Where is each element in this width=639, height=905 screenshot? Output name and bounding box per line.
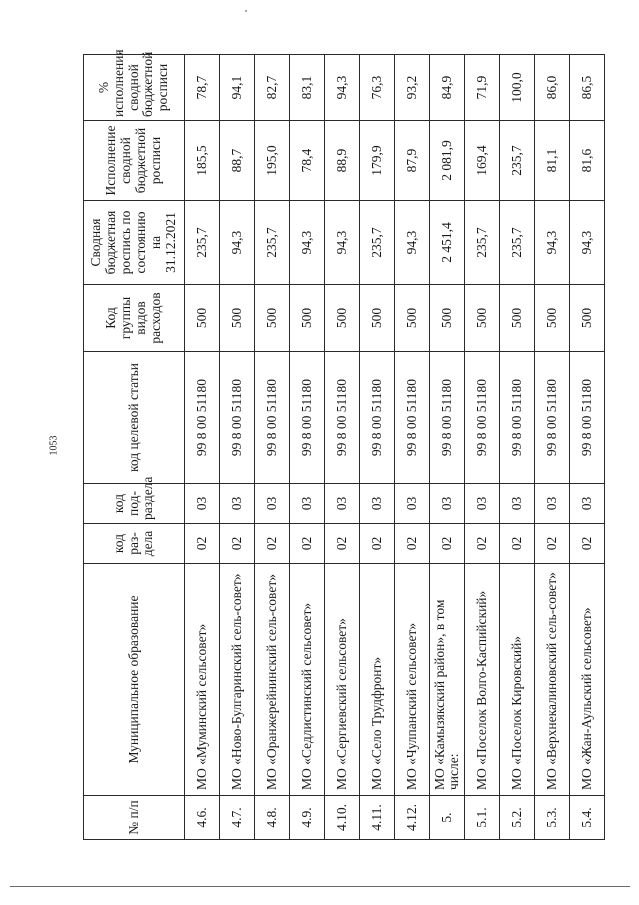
row-section: 02 xyxy=(185,524,220,564)
header-execution: Исполнение сводной бюджетной росписи xyxy=(84,121,185,201)
row-plan: 94,3 xyxy=(395,201,430,285)
row-execution: 81,1 xyxy=(535,121,570,201)
row-municipality: МО «Чулпанский сельсовет» xyxy=(395,564,430,796)
row-execution: 2 081,9 xyxy=(430,121,465,201)
row-subsection: 03 xyxy=(255,484,290,524)
row-plan: 235,7 xyxy=(500,201,535,285)
row-num: 5.1. xyxy=(465,796,500,840)
row-expense-group: 500 xyxy=(500,285,535,352)
row-municipality: МО «Поселок Кировский» xyxy=(500,564,535,796)
row-percent: 94,3 xyxy=(325,55,360,121)
row-expense-group: 500 xyxy=(570,285,605,352)
row-section: 02 xyxy=(290,524,325,564)
row-expense-group: 500 xyxy=(325,285,360,352)
row-num: 4.10. xyxy=(325,796,360,840)
row-municipality: МО «Оранжерейнинский сель-совет» xyxy=(255,564,290,796)
row-percent: 84,9 xyxy=(430,55,465,121)
row-municipality: МО «Жан-Аульский сельсовет» xyxy=(570,564,605,796)
row-section: 02 xyxy=(570,524,605,564)
row-section: 02 xyxy=(430,524,465,564)
row-execution: 179,9 xyxy=(360,121,395,201)
row-percent: 94,1 xyxy=(220,55,255,121)
table-row xyxy=(395,55,430,840)
row-municipality: МО «Камызякский район», в том числе: xyxy=(430,564,465,796)
row-execution: 88,9 xyxy=(325,121,360,201)
table-row xyxy=(220,55,255,840)
row-subsection: 03 xyxy=(535,484,570,524)
row-target-code: 99 8 00 51180 xyxy=(290,352,325,484)
row-section: 02 xyxy=(220,524,255,564)
row-municipality: МО «Поселок Волго-Каспийский» xyxy=(465,564,500,796)
row-section: 02 xyxy=(465,524,500,564)
row-num: 5. xyxy=(430,796,465,840)
scan-artifact-dot xyxy=(245,10,247,12)
row-plan: 235,7 xyxy=(255,201,290,285)
header-target-code: код целевой статьи xyxy=(84,352,185,484)
row-target-code: 99 8 00 51180 xyxy=(220,352,255,484)
table-row xyxy=(570,55,605,840)
row-num: 4.9. xyxy=(290,796,325,840)
row-expense-group: 500 xyxy=(360,285,395,352)
table-row xyxy=(325,55,360,840)
header-num: № п/п xyxy=(84,796,185,840)
table-header-row xyxy=(84,55,185,840)
row-execution: 169,4 xyxy=(465,121,500,201)
row-plan: 94,3 xyxy=(220,201,255,285)
row-municipality: МО «Село Трудфронт» xyxy=(360,564,395,796)
row-subsection: 03 xyxy=(570,484,605,524)
row-num: 5.2. xyxy=(500,796,535,840)
row-plan: 94,3 xyxy=(570,201,605,285)
row-expense-group: 500 xyxy=(185,285,220,352)
header-expense-group: Код группы видов расходов xyxy=(84,285,185,352)
row-subsection: 03 xyxy=(395,484,430,524)
row-execution: 195,0 xyxy=(255,121,290,201)
row-section: 02 xyxy=(500,524,535,564)
row-num: 4.8. xyxy=(255,796,290,840)
header-percent: % исполнения сводной бюджетной росписи xyxy=(84,55,185,121)
page-bottom-rule xyxy=(10,886,630,887)
table-row xyxy=(465,55,500,840)
row-plan: 94,3 xyxy=(290,201,325,285)
row-target-code: 99 8 00 51180 xyxy=(360,352,395,484)
row-plan: 94,3 xyxy=(325,201,360,285)
row-target-code: 99 8 00 51180 xyxy=(570,352,605,484)
row-section: 02 xyxy=(395,524,430,564)
header-municipality: Муниципальное образование xyxy=(84,564,185,796)
row-municipality: МО «Верхнекалиновский сель-совет» xyxy=(535,564,570,796)
row-num: 5.4. xyxy=(570,796,605,840)
row-plan: 235,7 xyxy=(360,201,395,285)
row-percent: 93,2 xyxy=(395,55,430,121)
row-section: 02 xyxy=(255,524,290,564)
row-section: 02 xyxy=(360,524,395,564)
row-percent: 76,3 xyxy=(360,55,395,121)
row-execution: 81,6 xyxy=(570,121,605,201)
table-row xyxy=(255,55,290,840)
row-execution: 185,5 xyxy=(185,121,220,201)
row-execution: 235,7 xyxy=(500,121,535,201)
row-plan: 2 451,4 xyxy=(430,201,465,285)
row-expense-group: 500 xyxy=(465,285,500,352)
row-target-code: 99 8 00 51180 xyxy=(535,352,570,484)
row-section: 02 xyxy=(535,524,570,564)
row-percent: 82,7 xyxy=(255,55,290,121)
table-row xyxy=(360,55,395,840)
row-percent: 86,5 xyxy=(570,55,605,121)
row-execution: 87,9 xyxy=(395,121,430,201)
table-row xyxy=(290,55,325,840)
row-municipality: МО «Седлистинский сельсовет» xyxy=(290,564,325,796)
row-num: 5.3. xyxy=(535,796,570,840)
row-plan: 235,7 xyxy=(465,201,500,285)
page-number: 1053 xyxy=(48,435,60,456)
table-row xyxy=(185,55,220,840)
row-num: 4.11. xyxy=(360,796,395,840)
row-target-code: 99 8 00 51180 xyxy=(465,352,500,484)
row-expense-group: 500 xyxy=(255,285,290,352)
row-percent: 86,0 xyxy=(535,55,570,121)
table-row xyxy=(430,55,465,840)
header-section: код раз-дела xyxy=(84,524,185,564)
row-expense-group: 500 xyxy=(430,285,465,352)
table-row xyxy=(500,55,535,840)
row-percent: 100,0 xyxy=(500,55,535,121)
row-subsection: 03 xyxy=(500,484,535,524)
header-subsection: код под-раздела xyxy=(84,484,185,524)
header-plan: Сводная бюджетная роспись по состоянию на 31.12.2021 xyxy=(84,201,185,285)
row-municipality: МО «Ново-Булгаринский сель-совет» xyxy=(220,564,255,796)
row-execution: 88,7 xyxy=(220,121,255,201)
row-subsection: 03 xyxy=(185,484,220,524)
row-percent: 71,9 xyxy=(465,55,500,121)
row-execution: 78,4 xyxy=(290,121,325,201)
row-section: 02 xyxy=(325,524,360,564)
row-target-code: 99 8 00 51180 xyxy=(500,352,535,484)
row-plan: 94,3 xyxy=(535,201,570,285)
row-expense-group: 500 xyxy=(535,285,570,352)
row-expense-group: 500 xyxy=(220,285,255,352)
row-num: 4.7. xyxy=(220,796,255,840)
row-municipality: МО «Муминский сельсовет» xyxy=(185,564,220,796)
row-percent: 78,7 xyxy=(185,55,220,121)
row-target-code: 99 8 00 51180 xyxy=(395,352,430,484)
row-target-code: 99 8 00 51180 xyxy=(325,352,360,484)
table-row xyxy=(535,55,570,840)
row-subsection: 03 xyxy=(220,484,255,524)
row-subsection: 03 xyxy=(430,484,465,524)
row-expense-group: 500 xyxy=(395,285,430,352)
row-subsection: 03 xyxy=(290,484,325,524)
row-subsection: 03 xyxy=(465,484,500,524)
row-num: 4.12. xyxy=(395,796,430,840)
row-expense-group: 500 xyxy=(290,285,325,352)
rotated-table-container xyxy=(83,49,595,840)
row-percent: 83,1 xyxy=(290,55,325,121)
row-subsection: 03 xyxy=(325,484,360,524)
row-num: 4.6. xyxy=(185,796,220,840)
row-target-code: 99 8 00 51180 xyxy=(185,352,220,484)
row-subsection: 03 xyxy=(360,484,395,524)
row-target-code: 99 8 00 51180 xyxy=(430,352,465,484)
row-municipality: МО «Сергиевский сельсовет» xyxy=(325,564,360,796)
budget-execution-table xyxy=(83,49,605,840)
row-plan: 235,7 xyxy=(185,201,220,285)
row-target-code: 99 8 00 51180 xyxy=(255,352,290,484)
